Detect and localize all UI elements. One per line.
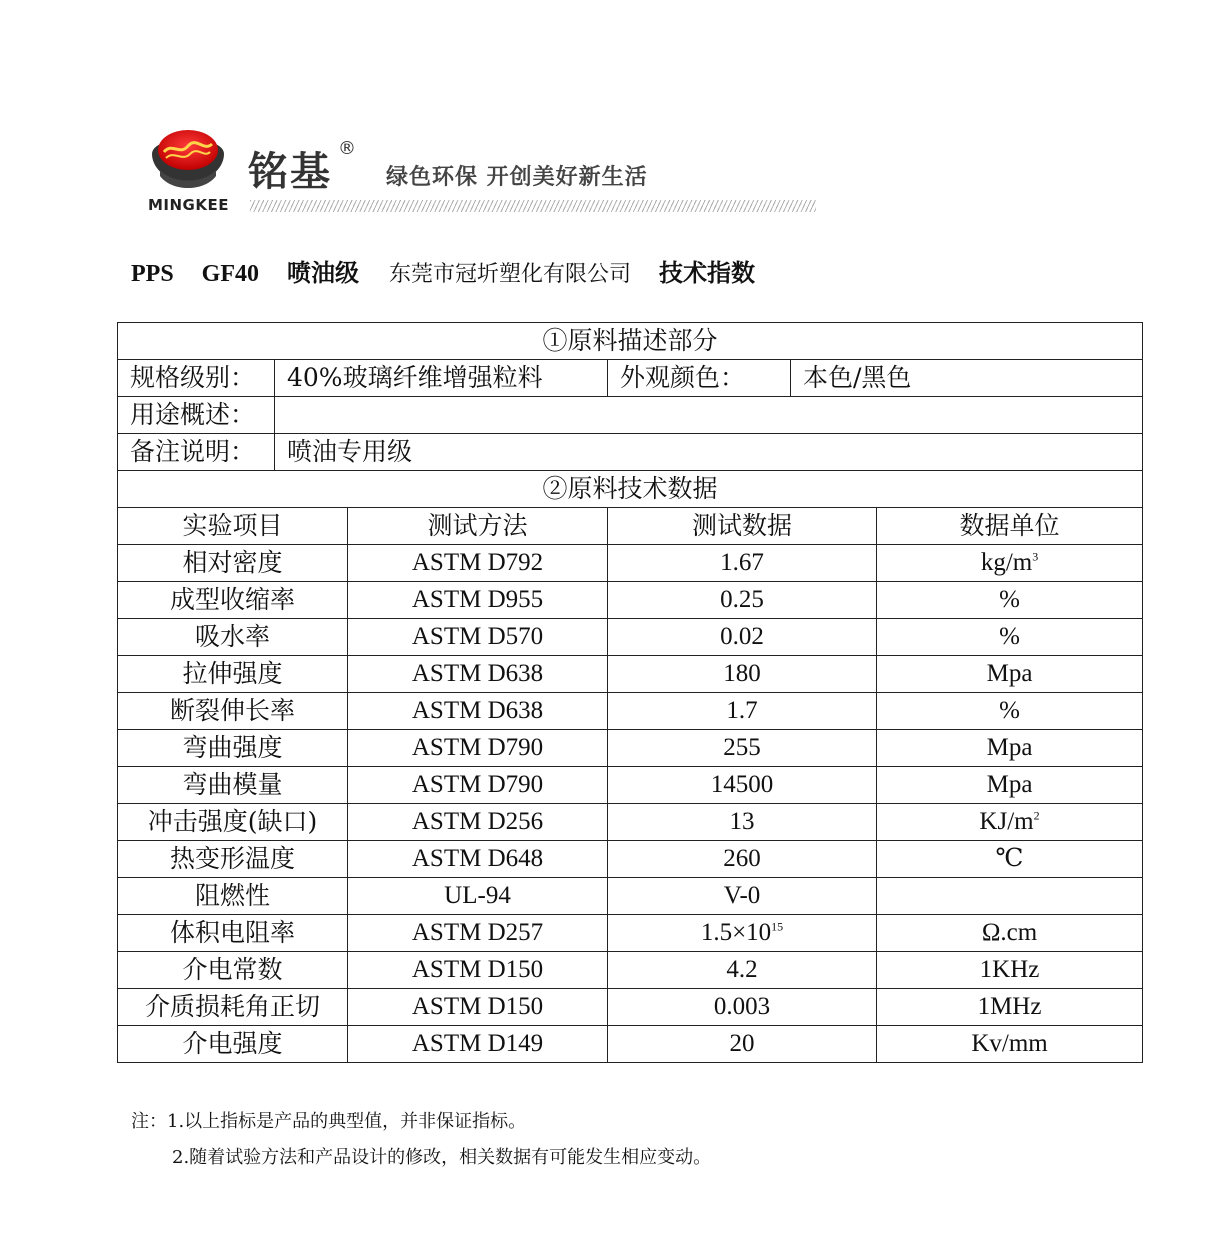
brand-chinese-name: 铭基 bbox=[248, 149, 332, 195]
row-item: 相对密度 bbox=[118, 545, 348, 582]
row-unit-text: kg/m bbox=[980, 549, 1033, 576]
row-method: UL-94 bbox=[348, 878, 608, 915]
row-unit bbox=[877, 619, 1143, 656]
row-unit bbox=[877, 878, 1143, 915]
row-unit-text: 1KHz bbox=[979, 956, 1040, 983]
row-item: 介电常数 bbox=[118, 952, 348, 989]
row-method: ASTM D570 bbox=[348, 619, 608, 656]
row-method: ASTM D648 bbox=[348, 841, 608, 878]
row-unit-exponent: 2 bbox=[1033, 808, 1040, 823]
row-value-text: 20 bbox=[729, 1030, 755, 1057]
usage-label: 用途概述： bbox=[118, 397, 275, 434]
row-value bbox=[608, 952, 877, 989]
header-value: 测试数据 bbox=[608, 508, 877, 545]
row-unit-text: % bbox=[999, 697, 1020, 724]
row-unit-text: Mpa bbox=[986, 734, 1033, 761]
row-item: 吸水率 bbox=[118, 619, 348, 656]
section1-heading-row bbox=[118, 323, 1143, 360]
row-unit-text: % bbox=[999, 586, 1020, 613]
note-line-2: 2.随着试验方法和产品设计的修改，相关数据有可能发生相应变动。 bbox=[172, 1147, 712, 1168]
header-item: 实验项目 bbox=[118, 508, 348, 545]
row-value-text: 1.67 bbox=[720, 549, 764, 576]
row-value-text: 4.2 bbox=[726, 956, 758, 983]
data-header-row bbox=[118, 508, 1143, 545]
section2-heading: ②原料技术数据 bbox=[118, 471, 1143, 508]
table-row bbox=[118, 1026, 1143, 1063]
row-value bbox=[608, 1026, 877, 1063]
row-item: 断裂伸长率 bbox=[118, 693, 348, 730]
row-value-text: 0.003 bbox=[713, 993, 771, 1020]
row-item: 阻燃性 bbox=[118, 878, 348, 915]
row-value bbox=[608, 878, 877, 915]
row-value bbox=[608, 582, 877, 619]
decorative-hatch-line bbox=[250, 200, 816, 212]
red-wave-emblem-icon bbox=[146, 126, 230, 196]
title-doc: 技术指数 bbox=[659, 258, 756, 287]
row-unit bbox=[877, 1026, 1143, 1063]
remark-value: 喷油专用级 bbox=[275, 434, 1143, 471]
row-unit bbox=[877, 804, 1143, 841]
brand-english-name: MINGKEE bbox=[148, 196, 229, 214]
row-item: 成型收缩率 bbox=[118, 582, 348, 619]
title-company: 东莞市冠圻塑化有限公司 bbox=[389, 262, 632, 287]
row-unit-text: Mpa bbox=[986, 771, 1033, 798]
table-row bbox=[118, 656, 1143, 693]
table-row bbox=[118, 730, 1143, 767]
row-value bbox=[608, 804, 877, 841]
usage-value bbox=[275, 397, 1143, 434]
row-value bbox=[608, 693, 877, 730]
row-value bbox=[608, 730, 877, 767]
row-value-text: 1.5×10 bbox=[700, 919, 772, 946]
registered-mark: ® bbox=[338, 138, 356, 159]
row-value-text: 0.02 bbox=[720, 623, 764, 650]
table-row bbox=[118, 915, 1143, 952]
row-unit-text: Mpa bbox=[986, 660, 1033, 687]
row-value-text: 255 bbox=[723, 734, 761, 761]
color-label: 外观颜色： bbox=[608, 360, 791, 397]
remark-row bbox=[118, 434, 1143, 471]
row-value bbox=[608, 545, 877, 582]
row-method: ASTM D790 bbox=[348, 767, 608, 804]
table-row bbox=[118, 989, 1143, 1026]
row-unit bbox=[877, 545, 1143, 582]
row-unit bbox=[877, 767, 1143, 804]
row-value-text: 14500 bbox=[710, 771, 774, 798]
note-line-1: 注：1.以上指标是产品的典型值，并非保证指标。 bbox=[131, 1111, 527, 1132]
spec-table bbox=[117, 322, 1143, 1063]
document-title bbox=[131, 253, 755, 287]
table-row bbox=[118, 878, 1143, 915]
spec-label: 规格级别： bbox=[118, 360, 275, 397]
table-row bbox=[118, 545, 1143, 582]
remark-label: 备注说明： bbox=[118, 434, 275, 471]
color-value: 本色/黑色 bbox=[791, 360, 1143, 397]
usage-row bbox=[118, 397, 1143, 434]
row-item: 体积电阻率 bbox=[118, 915, 348, 952]
table-row bbox=[118, 952, 1143, 989]
row-value-exponent: 15 bbox=[771, 919, 784, 934]
row-method: ASTM D149 bbox=[348, 1026, 608, 1063]
row-value-text: 180 bbox=[723, 660, 761, 687]
row-unit-exponent: 3 bbox=[1032, 549, 1039, 564]
section1-heading: ①原料描述部分 bbox=[118, 323, 1143, 360]
row-value bbox=[608, 619, 877, 656]
row-value bbox=[608, 915, 877, 952]
row-value-text: V-0 bbox=[723, 882, 761, 909]
row-unit bbox=[877, 730, 1143, 767]
header-method: 测试方法 bbox=[348, 508, 608, 545]
company-logo bbox=[146, 126, 826, 221]
row-unit bbox=[877, 989, 1143, 1026]
table-row bbox=[118, 767, 1143, 804]
table-row bbox=[118, 841, 1143, 878]
row-unit bbox=[877, 582, 1143, 619]
row-item: 介质损耗角正切 bbox=[118, 989, 348, 1026]
row-value-text: 260 bbox=[723, 845, 761, 872]
row-method: ASTM D256 bbox=[348, 804, 608, 841]
table-row bbox=[118, 582, 1143, 619]
spec-value: 40%玻璃纤维增强粒料 bbox=[275, 360, 608, 397]
row-item: 弯曲模量 bbox=[118, 767, 348, 804]
row-value bbox=[608, 656, 877, 693]
row-item: 拉伸强度 bbox=[118, 656, 348, 693]
row-unit bbox=[877, 841, 1143, 878]
table-row bbox=[118, 804, 1143, 841]
row-value-text: 13 bbox=[729, 808, 755, 835]
row-method: ASTM D790 bbox=[348, 730, 608, 767]
row-method: ASTM D638 bbox=[348, 693, 608, 730]
row-method: ASTM D792 bbox=[348, 545, 608, 582]
spec-row bbox=[118, 360, 1143, 397]
row-unit-text: % bbox=[999, 623, 1020, 650]
row-item: 热变形温度 bbox=[118, 841, 348, 878]
row-unit bbox=[877, 952, 1143, 989]
row-unit-text: Kv/mm bbox=[971, 1030, 1048, 1057]
row-value bbox=[608, 841, 877, 878]
row-unit-text: ℃ bbox=[995, 845, 1024, 872]
row-item: 介电强度 bbox=[118, 1026, 348, 1063]
row-value-text: 0.25 bbox=[720, 586, 764, 613]
row-value-text: 1.7 bbox=[726, 697, 758, 724]
title-type: 喷油级 bbox=[287, 258, 359, 287]
title-grade: PPS bbox=[131, 261, 174, 287]
row-item: 冲击强度(缺口) bbox=[118, 804, 348, 841]
header-unit: 数据单位 bbox=[877, 508, 1143, 545]
brand-slogan: 绿色环保 开创美好新生活 bbox=[386, 165, 648, 190]
section2-heading-row bbox=[118, 471, 1143, 508]
row-unit bbox=[877, 915, 1143, 952]
row-method: ASTM D257 bbox=[348, 915, 608, 952]
row-method: ASTM D150 bbox=[348, 952, 608, 989]
row-method: ASTM D150 bbox=[348, 989, 608, 1026]
title-filler: GF40 bbox=[201, 261, 259, 287]
row-unit bbox=[877, 656, 1143, 693]
row-unit-text: KJ/m bbox=[979, 808, 1034, 835]
table-row bbox=[118, 619, 1143, 656]
row-unit-text: Ω.cm bbox=[981, 919, 1038, 946]
row-unit-text: 1MHz bbox=[977, 993, 1042, 1020]
footnotes bbox=[131, 1104, 711, 1176]
row-item: 弯曲强度 bbox=[118, 730, 348, 767]
row-value bbox=[608, 989, 877, 1026]
row-method: ASTM D955 bbox=[348, 582, 608, 619]
row-method: ASTM D638 bbox=[348, 656, 608, 693]
row-value bbox=[608, 767, 877, 804]
row-unit bbox=[877, 693, 1143, 730]
table-row bbox=[118, 693, 1143, 730]
